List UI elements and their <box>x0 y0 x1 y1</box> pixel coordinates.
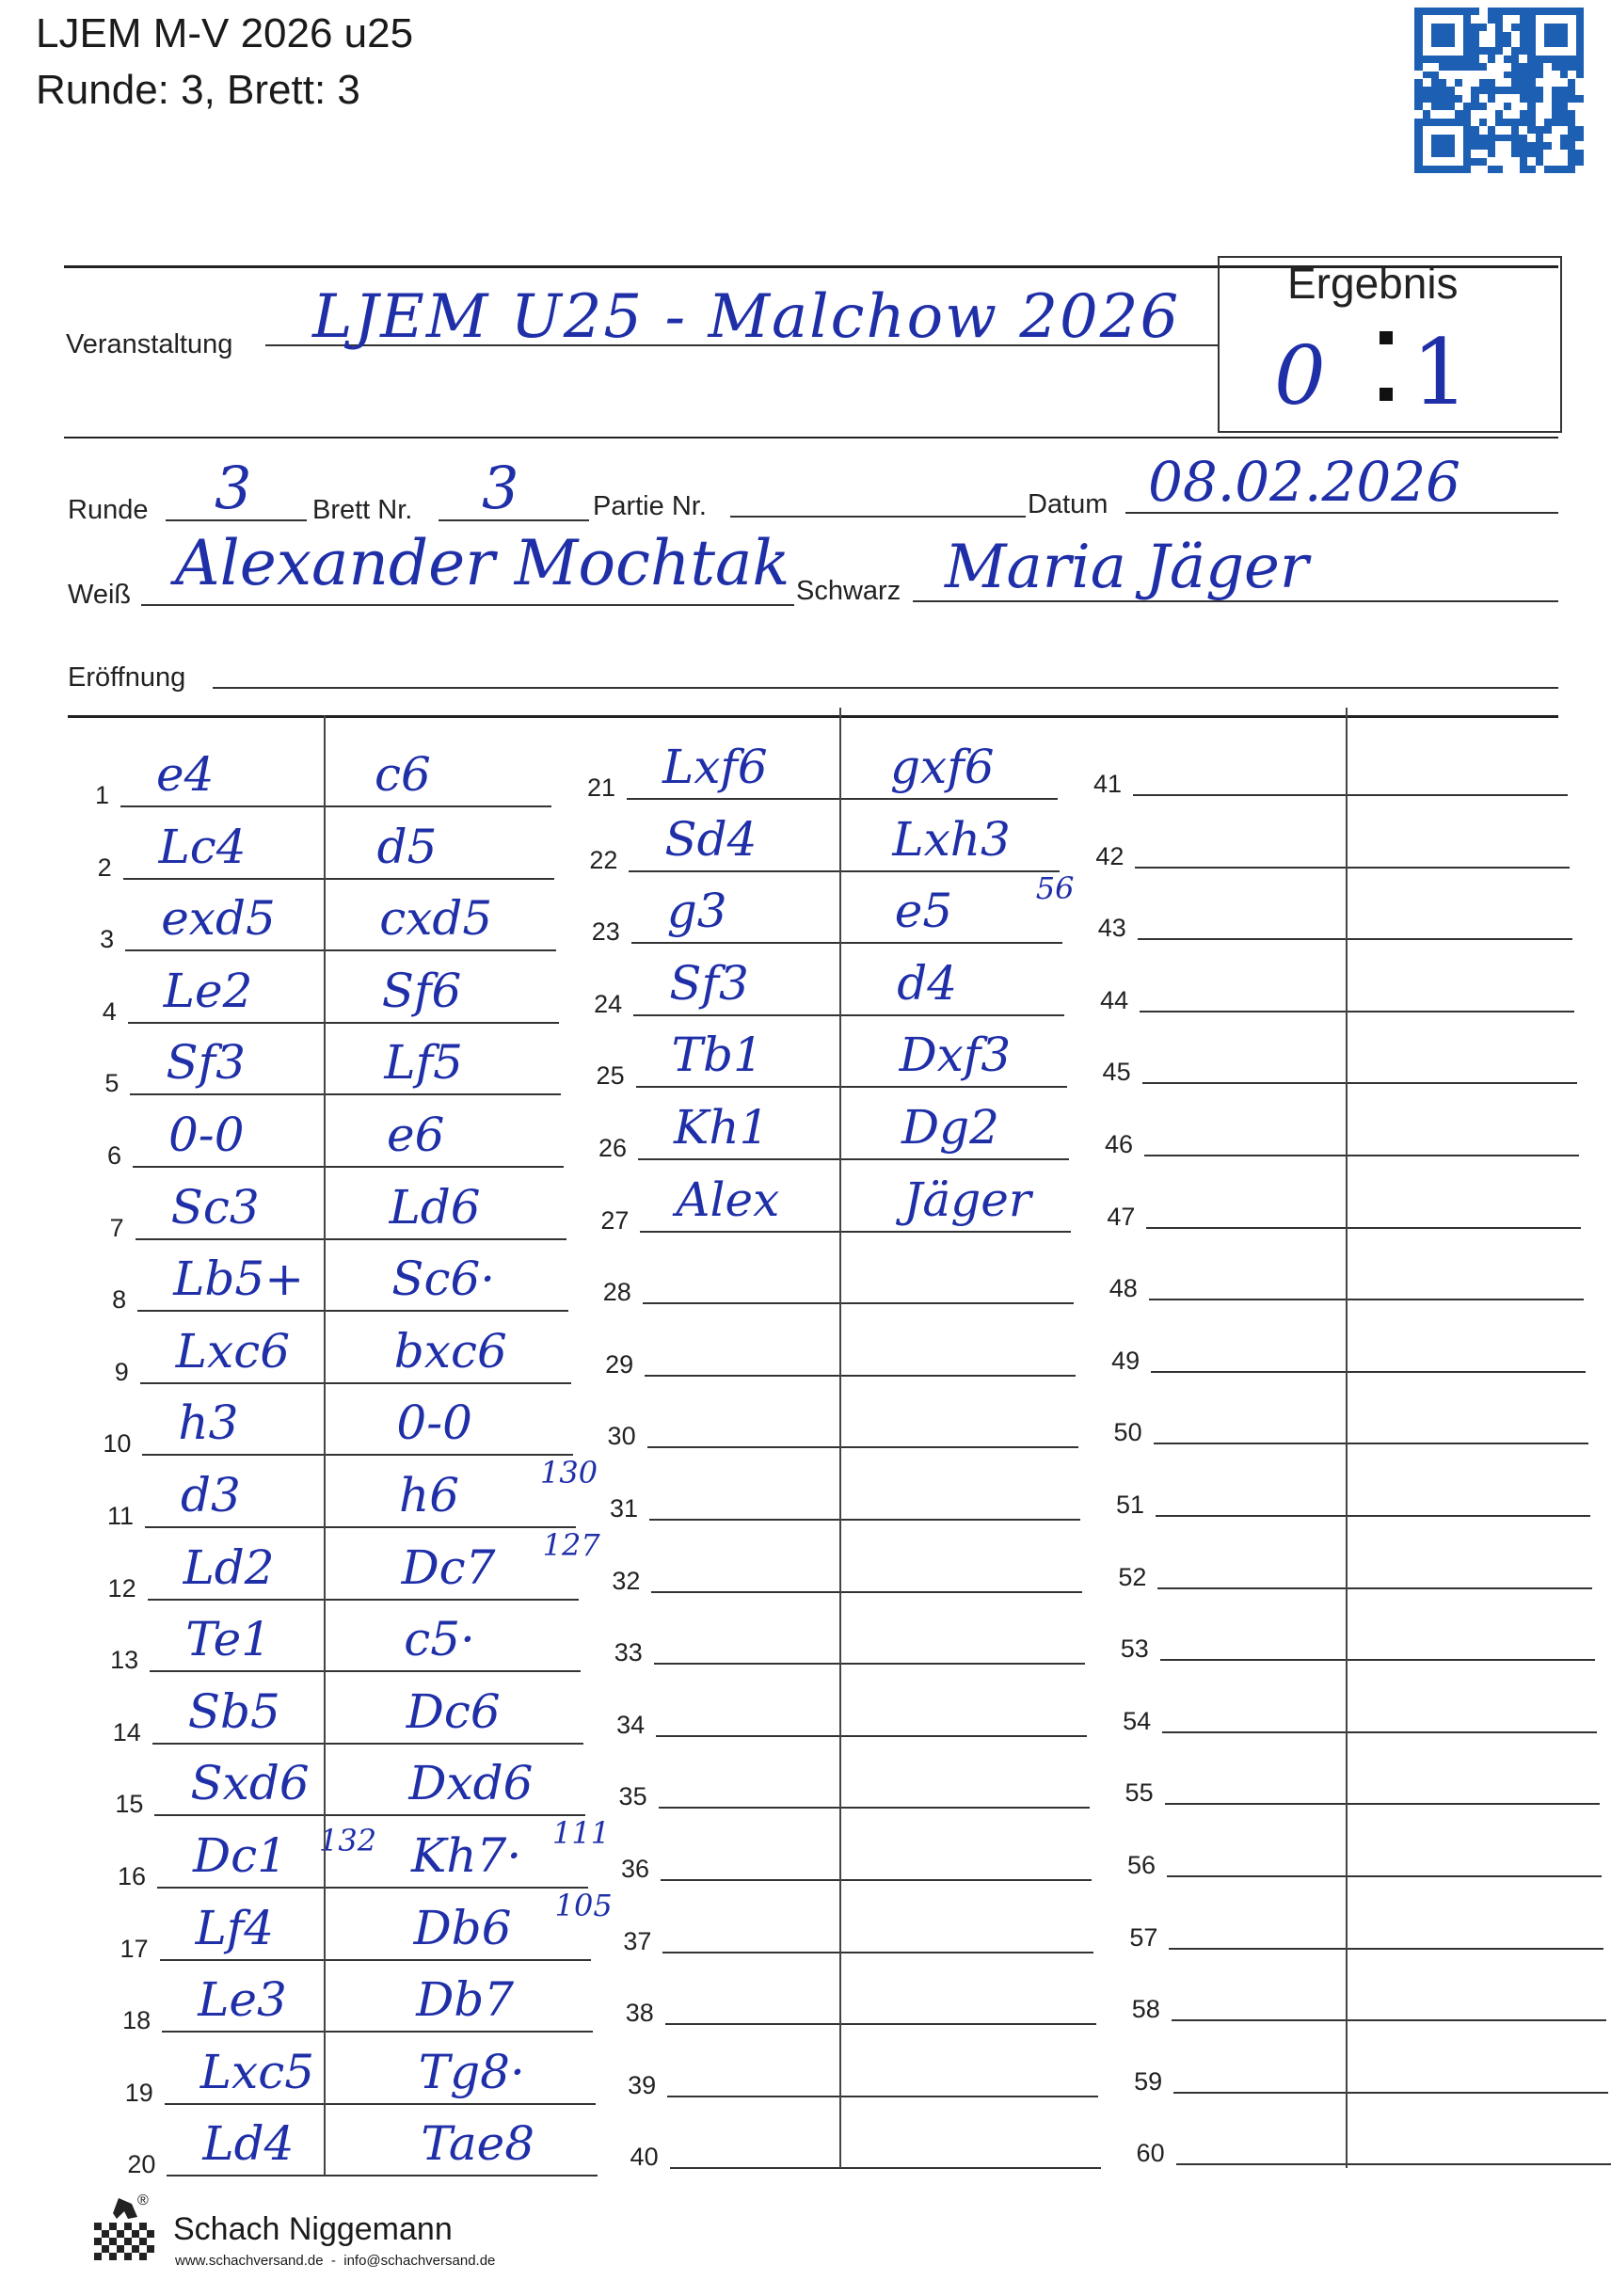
move-row-line <box>142 1454 573 1456</box>
game-line <box>730 516 1026 518</box>
move-row-line <box>1149 1299 1584 1300</box>
move-row-line <box>643 1302 1074 1304</box>
white-move: g3 <box>666 884 727 939</box>
black-move: bxc6 <box>393 1323 507 1379</box>
result-black: 1 <box>1412 320 1470 425</box>
move-number: 13 <box>110 1646 139 1675</box>
white-move: Sd4 <box>664 811 758 867</box>
round-label: Runde <box>68 495 149 525</box>
move-row-line <box>654 1663 1085 1665</box>
move-row-line <box>140 1382 571 1384</box>
divider <box>68 715 1558 718</box>
move-row-line <box>1160 1659 1595 1661</box>
move-number: 48 <box>1109 1274 1138 1303</box>
move-number: 59 <box>1134 2066 1163 2096</box>
black-move: cxd5 <box>379 891 493 947</box>
move-row-line <box>133 1166 564 1168</box>
move-row-line <box>670 2167 1101 2169</box>
move-number: 46 <box>1104 1130 1133 1158</box>
move-row-line <box>145 1526 576 1528</box>
black-player-name: Maria Jäger <box>945 533 1309 602</box>
move-number: 15 <box>115 1790 144 1819</box>
move-number: 60 <box>1136 2139 1165 2168</box>
move-row-line <box>1142 1082 1577 1084</box>
move-number: 4 <box>102 997 117 1026</box>
move-number: 5 <box>104 1069 120 1098</box>
black-move: Tg8· <box>418 2044 525 2099</box>
move-number: 27 <box>600 1205 630 1235</box>
move-number: 56 <box>1126 1851 1156 1879</box>
white-move: h3 <box>178 1395 239 1451</box>
move-row-line <box>130 1093 561 1095</box>
move-number: 39 <box>628 2070 657 2099</box>
move-row-line <box>123 878 554 880</box>
qr-code-icon <box>1414 8 1584 173</box>
game-label: Partie Nr. <box>593 491 707 521</box>
move-row-line <box>1133 794 1568 796</box>
move-number: 52 <box>1118 1562 1147 1591</box>
move-number: 33 <box>614 1638 643 1667</box>
move-row-line <box>665 2023 1096 2025</box>
move-number: 44 <box>1100 985 1129 1014</box>
move-row-line <box>150 1670 581 1672</box>
board-value: 3 <box>482 454 519 522</box>
white-move: Lb5+ <box>173 1252 305 1307</box>
white-move: Dc1 <box>193 1828 287 1883</box>
opening-line <box>213 687 1558 689</box>
black-move: Lxh3 <box>892 811 1011 867</box>
move-row-line <box>659 1807 1090 1809</box>
white-move-time-note: 132 <box>319 1823 377 1858</box>
opening-label: Eröffnung <box>68 662 186 693</box>
move-number: 6 <box>106 1141 121 1170</box>
column-divider <box>1346 708 1348 2168</box>
move-row-line <box>649 1519 1080 1521</box>
move-row-line <box>157 1887 588 1889</box>
move-row-line <box>1146 1227 1581 1229</box>
move-number: 47 <box>1107 1202 1136 1231</box>
move-row-line <box>1154 1443 1588 1444</box>
white-move: Sf3 <box>166 1035 246 1091</box>
move-number: 8 <box>112 1285 127 1315</box>
brand-contact: www.schachversand.de - info@schachversand.de <box>175 2253 496 2269</box>
black-move: Dxf3 <box>899 1028 1012 1083</box>
black-move: Lf5 <box>384 1035 463 1091</box>
white-player-name: Alexander Mochtak <box>175 527 790 599</box>
move-row-line <box>1140 1011 1574 1012</box>
board-label: Brett Nr. <box>312 495 413 525</box>
move-row-line <box>651 1591 1082 1593</box>
move-number: 9 <box>114 1357 129 1386</box>
move-number: 36 <box>620 1855 649 1883</box>
result-colon <box>1380 388 1393 401</box>
white-move: Lf4 <box>195 1900 275 1955</box>
move-number: 32 <box>612 1566 641 1595</box>
white-move: 0-0 <box>168 1108 245 1162</box>
black-move: Db6 <box>413 1900 512 1955</box>
white-move: Le2 <box>163 963 253 1018</box>
move-row-line <box>645 1375 1076 1377</box>
move-number: 51 <box>1115 1491 1144 1519</box>
move-number: 54 <box>1123 1706 1152 1735</box>
black-move: Dc6 <box>406 1683 501 1739</box>
move-number: 22 <box>589 845 618 874</box>
result-colon <box>1380 331 1393 344</box>
black-move: Dc7 <box>401 1539 496 1595</box>
black-move: d4 <box>897 955 958 1011</box>
white-move: Lxf6 <box>662 740 768 794</box>
move-row-line <box>160 1959 591 1961</box>
move-number: 23 <box>591 917 620 947</box>
column-divider <box>839 708 841 2168</box>
move-number: 10 <box>103 1429 132 1459</box>
move-row-line <box>1156 1515 1590 1517</box>
move-number: 19 <box>124 2078 153 2107</box>
black-move-time-note: 127 <box>542 1526 600 1563</box>
black-move: Tae8 <box>421 2116 535 2172</box>
column-divider <box>324 715 326 2176</box>
move-row-line <box>631 942 1062 944</box>
black-move: Dg2 <box>901 1100 999 1155</box>
move-number: 29 <box>605 1349 634 1379</box>
move-number: 28 <box>602 1278 631 1307</box>
move-row-line <box>1162 1731 1597 1733</box>
black-move: Db7 <box>416 1972 515 2028</box>
move-number: 3 <box>100 925 115 954</box>
move-number: 14 <box>112 1717 141 1746</box>
result-white: 0 <box>1274 329 1326 423</box>
black-move: e6 <box>387 1108 445 1162</box>
move-row-line <box>1172 2019 1606 2021</box>
move-number: 35 <box>618 1782 647 1811</box>
black-move-time-note: 130 <box>540 1455 598 1491</box>
move-number: 55 <box>1125 1778 1154 1808</box>
move-row-line <box>1169 1948 1603 1950</box>
white-move: Alex <box>676 1172 780 1227</box>
white-move: d3 <box>181 1468 241 1523</box>
move-number: 12 <box>107 1573 136 1602</box>
white-move: Lxc5 <box>199 2044 315 2099</box>
move-row-line <box>661 1879 1092 1881</box>
move-row-line <box>120 805 551 807</box>
black-move-time-note: 105 <box>554 1887 613 1923</box>
sheet-subtitle: Runde: 3, Brett: 3 <box>36 67 360 113</box>
black-move: e5 <box>894 884 953 939</box>
move-row-line <box>137 1310 568 1312</box>
white-move: Lc4 <box>158 819 247 874</box>
black-move: 0-0 <box>396 1395 472 1451</box>
move-row-line <box>627 798 1058 800</box>
black-move-time-note: 56 <box>1035 870 1075 907</box>
move-row-line <box>148 1599 579 1601</box>
black-move: Jäger <box>903 1172 1031 1227</box>
move-row-line <box>629 870 1060 872</box>
move-row-line <box>162 2031 593 2033</box>
black-move: Ld6 <box>389 1179 481 1235</box>
event-value: LJEM U25 - Malchow 2026 <box>312 282 1181 352</box>
white-move: exd5 <box>161 891 276 947</box>
move-row-line <box>667 2096 1098 2097</box>
move-number: 40 <box>630 2143 659 2172</box>
date-value: 08.02.2026 <box>1148 450 1461 514</box>
move-row-line <box>636 1086 1067 1088</box>
black-move: h6 <box>399 1468 460 1523</box>
white-move: Le3 <box>198 1972 287 2028</box>
divider <box>64 437 1558 438</box>
move-number: 21 <box>586 773 615 802</box>
brand-name: Schach Niggemann <box>173 2211 453 2247</box>
move-number: 24 <box>594 989 623 1018</box>
black-move: d5 <box>376 819 438 874</box>
move-number: 58 <box>1131 1995 1160 2024</box>
white-move: e4 <box>156 747 215 802</box>
black-move: Kh7· <box>411 1828 522 1883</box>
move-number: 45 <box>1102 1058 1131 1087</box>
move-row-line <box>152 1743 583 1745</box>
registered-mark: ® <box>137 2192 149 2208</box>
date-label: Datum <box>1028 489 1109 519</box>
move-row-line <box>1135 867 1570 869</box>
black-move: c6 <box>375 747 431 802</box>
move-number: 42 <box>1095 841 1125 870</box>
move-row-line <box>647 1446 1078 1448</box>
move-row-line <box>165 2103 596 2105</box>
sheet-title: LJEM M-V 2026 u25 <box>36 10 414 56</box>
black-label: Schwarz <box>796 576 901 606</box>
move-number: 30 <box>607 1422 636 1451</box>
move-row-line <box>128 1022 559 1024</box>
move-row-line <box>1138 938 1572 940</box>
black-move-time-note: 111 <box>552 1815 611 1851</box>
move-row-line <box>1167 1875 1602 1877</box>
black-move: c5· <box>404 1612 475 1667</box>
move-row-line <box>154 1814 585 1816</box>
white-move: Lxc6 <box>175 1323 291 1379</box>
move-number: 49 <box>1111 1346 1140 1375</box>
move-row-line <box>1157 1587 1592 1589</box>
move-number: 37 <box>623 1926 652 1955</box>
move-number: 11 <box>106 1502 134 1530</box>
white-move: Ld2 <box>183 1539 275 1595</box>
move-number: 34 <box>616 1710 646 1739</box>
move-row-line <box>638 1158 1069 1160</box>
white-line <box>141 604 794 606</box>
move-row-line <box>656 1735 1087 1737</box>
white-move: Te1 <box>185 1612 272 1667</box>
move-number: 57 <box>1129 1922 1158 1952</box>
white-move: Ld4 <box>202 2116 295 2172</box>
black-move: gxf6 <box>890 740 995 794</box>
white-move: Sxd6 <box>190 1756 310 1811</box>
move-number: 26 <box>598 1134 627 1162</box>
move-row-line <box>136 1238 566 1240</box>
black-move: Dxd6 <box>408 1756 534 1811</box>
result-label: Ergebnis <box>1287 259 1459 308</box>
move-number: 1 <box>94 781 109 809</box>
move-number: 50 <box>1113 1418 1142 1447</box>
event-label: Veranstaltung <box>66 329 233 359</box>
move-number: 41 <box>1093 770 1122 798</box>
white-move: Kh1 <box>674 1100 770 1155</box>
move-number: 2 <box>97 853 112 882</box>
move-row-line <box>167 2175 598 2176</box>
move-row-line <box>640 1231 1071 1233</box>
move-number: 25 <box>596 1061 625 1091</box>
white-move: Sf3 <box>669 955 749 1011</box>
move-row-line <box>1173 2092 1608 2094</box>
move-row-line <box>662 1952 1093 1953</box>
move-row-line <box>1144 1155 1579 1156</box>
move-number: 53 <box>1120 1634 1149 1664</box>
white-move: Sb5 <box>187 1683 280 1739</box>
move-number: 17 <box>120 1934 149 1963</box>
move-number: 7 <box>109 1213 124 1242</box>
black-move: Sc6· <box>391 1252 496 1307</box>
move-number: 31 <box>609 1494 638 1523</box>
black-move: Sf6 <box>381 963 462 1018</box>
white-move: Tb1 <box>671 1028 763 1083</box>
move-row-line <box>125 949 556 951</box>
move-row-line <box>1165 1803 1600 1805</box>
move-number: 43 <box>1097 914 1126 943</box>
round-value: 3 <box>215 454 252 522</box>
move-row-line <box>633 1014 1064 1016</box>
move-row-line <box>1176 2163 1611 2165</box>
move-row-line <box>1151 1371 1586 1373</box>
move-number: 18 <box>122 2006 152 2035</box>
move-number: 38 <box>625 1999 654 2028</box>
move-number: 20 <box>127 2150 156 2179</box>
move-number: 16 <box>117 1862 146 1890</box>
white-label: Weiß <box>68 580 132 610</box>
white-move: Sc3 <box>170 1179 260 1235</box>
